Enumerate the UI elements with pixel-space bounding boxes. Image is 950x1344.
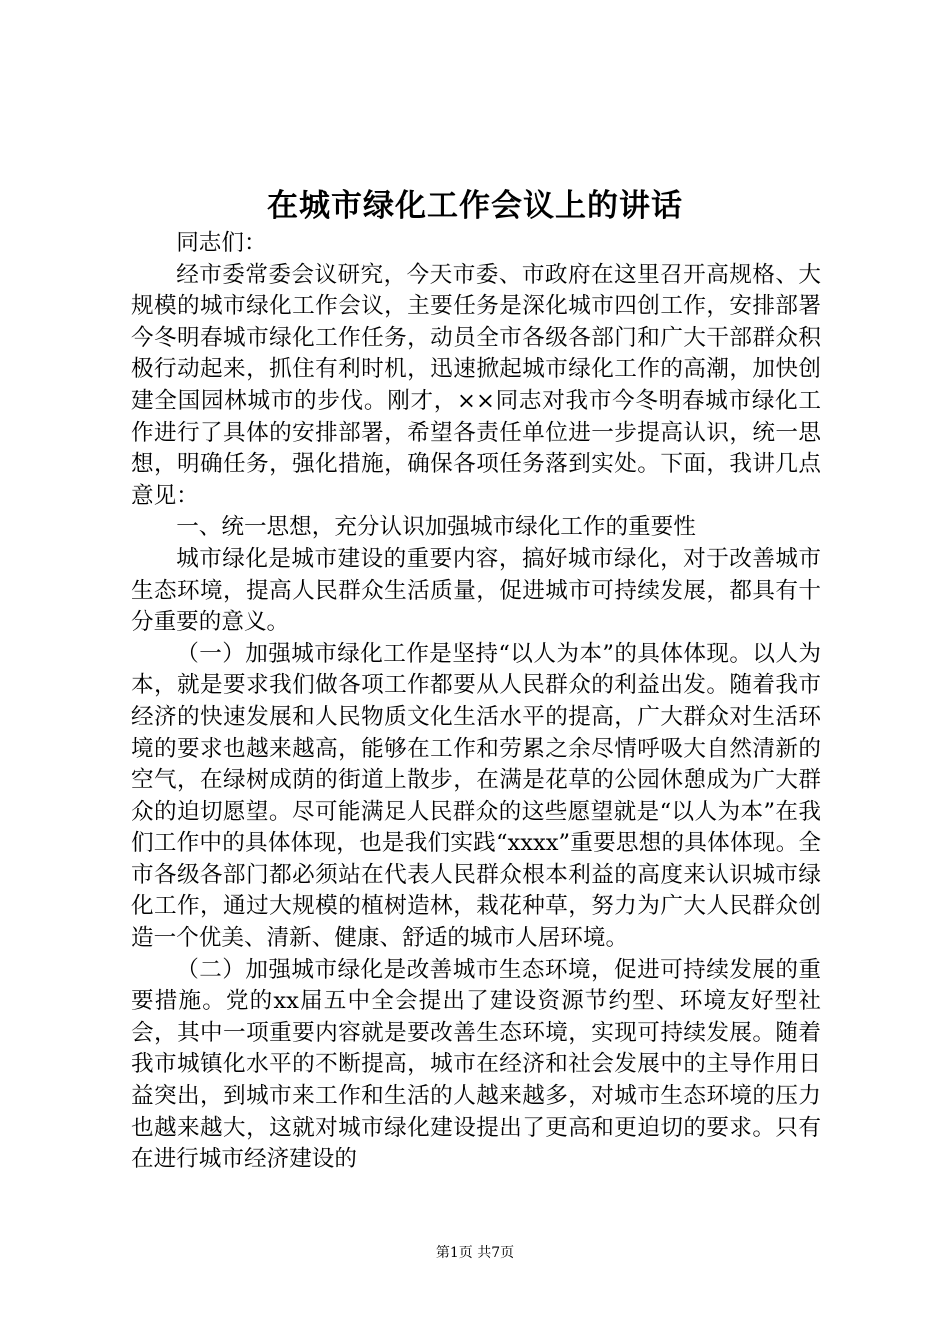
paragraph-point-1: （一）加强城市绿化工作是坚持“以人为本”的具体体现。以人为本，就是要求我们做各项工作都要从人民群众的利益出发。随着我市经济的快速发展和人民物质文化生活水平的提高，广大群众对生活环境的要求也越来越高，能够在工作和劳累之余尽情呼吸大自然清新的空气，在绿树成荫的街道上散步，在满是花草的公园休憩成为广大群众的迫切愿望。尽可能满足人民群众的这些愿望就是“以人为本”在我们工作中的具体体现，也是我们实践“xxxx”重要思想的具体体现。全市各级各部门都必须站在代表人民群众根本利益的高度来认识城市绿化工作，通过大规模的植树造林，栽花种草，努力为广大人民群众创造一个优美、清新、健康、舒适的城市人居环境。 xyxy=(131,640,821,952)
document-title: 在城市绿化工作会议上的讲话 xyxy=(267,188,683,224)
salutation: 同志们： xyxy=(176,230,267,256)
paragraph-section-1: 城市绿化是城市建设的重要内容，搞好城市绿化，对于改善城市生态环境，提高人民群众生活质量，促进城市可持续发展，都具有十分重要的意义。 xyxy=(131,545,821,636)
page-footer: 第1页 共7页 xyxy=(435,1245,515,1261)
document-body xyxy=(131,228,821,1176)
section-heading-1: 一、统一思想，充分认识加强城市绿化工作的重要性 xyxy=(176,514,696,541)
paragraph-point-2: （二）加强城市绿化是改善城市生态环境，促进可持续发展的重要措施。党的xx届五中全会提出了建设资源节约型、环境友好型社会，其中一项重要内容就是要改善生态环境，实现可持续发展。随着我市城镇化水平的不断提高，城市在经济和社会发展中的主导作用日益突出，到城市来工作和生活的人越来越多，对城市生态环境的压力也越来越大，这就对城市绿化建设提出了更高和更迫切的要求。只有在进行城市经济建设的 xyxy=(131,956,821,1173)
paragraph-intro: 经市委常委会议研究，今天市委、市政府在这里召开高规格、大规模的城市绿化工作会议，主要任务是深化城市四创工作，安排部署今冬明春城市绿化工作任务，动员全市各级各部门和广大干部群众积极行动起来，抓住有利时机，迅速掀起城市绿化工作的高潮，加快创建全国园林城市的步伐。刚才，××同志对我市今冬明春城市绿化工作进行了具体的安排部署，希望各责任单位进一步提高认识，统一思想，明确任务，强化措施，确保各项任务落到实处。下面，我讲几点意见： xyxy=(131,261,821,509)
